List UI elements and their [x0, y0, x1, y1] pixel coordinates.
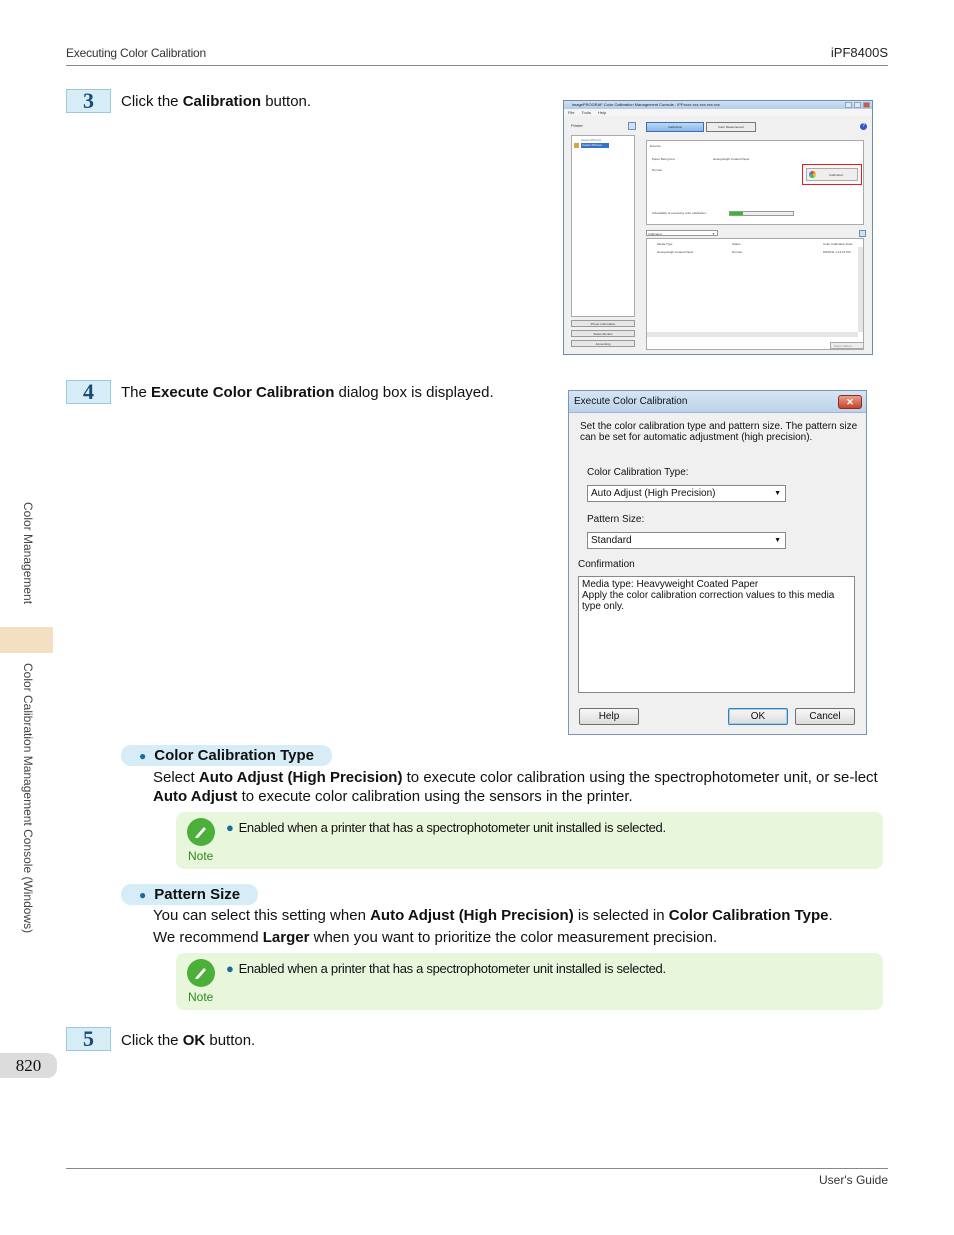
- note-label: Note: [188, 849, 214, 863]
- footer-rule: [66, 1168, 888, 1169]
- printer-icon: [574, 143, 579, 148]
- maximize-icon: [854, 102, 861, 108]
- column-calibration-date[interactable]: Color Calibration Date: [823, 242, 853, 246]
- execute-label: Execute: [650, 144, 661, 148]
- note-text: ● Enabled when a printer that has a spectrophotometer unit installed is selected.: [226, 820, 666, 835]
- bullet-2-paragraph-2: We recommend Larger when you want to prioritize the color measurement precision.: [153, 929, 718, 946]
- dialog-title-bar: [569, 391, 866, 413]
- note-box-1: [176, 812, 883, 869]
- step-3-text: Click the Calibration button.: [121, 93, 312, 110]
- tab-calibration[interactable]: Calibration: [646, 122, 704, 132]
- row-calibration-date[interactable]: 8/3/2011 1:14:15 PM: [823, 250, 851, 254]
- pattern-size-select[interactable]: Standard ▼: [587, 532, 786, 549]
- column-status[interactable]: Status: [732, 242, 741, 246]
- header-rule: [66, 65, 888, 66]
- chevron-down-icon: ▼: [774, 490, 781, 497]
- row-media-type[interactable]: Heavyweight Coated Paper: [657, 250, 694, 254]
- refresh-icon[interactable]: [628, 122, 636, 130]
- note-pencil-icon: [187, 959, 215, 987]
- tree-item-gray[interactable]: Canon iPFxxxx: [581, 138, 602, 142]
- execute-color-calibration-dialog: [568, 390, 867, 735]
- running-footer-right: User's Guide: [819, 1173, 888, 1187]
- status-normal: Normal: [652, 168, 662, 172]
- help-icon[interactable]: ?: [860, 123, 867, 130]
- confirmation-label: Confirmation: [578, 559, 635, 570]
- minimize-icon: [845, 102, 852, 108]
- help-button[interactable]: Help: [579, 708, 639, 725]
- column-media-type[interactable]: Media Type: [657, 242, 673, 246]
- console-title: imagePROGRAF Color Calibration Management Console - iPFxxxx xxx.xxx.xxx.xxx: [572, 102, 720, 107]
- ok-button[interactable]: OK: [728, 708, 788, 725]
- step-number-5: 5: [66, 1027, 111, 1051]
- side-tab-subsection: Color Calibration Management Console (Windows): [21, 663, 35, 934]
- bullet-1-paragraph: Select Auto Adjust (High Precision) to execute color calibration using the spectrophotometer unit, or se-lect Auto Adjust to execute color calibration using the sensors in the printer.: [153, 769, 878, 805]
- bullet-pattern-size: ● Pattern Size: [121, 884, 258, 905]
- calibration-icon: [809, 171, 816, 178]
- printer-tree: [571, 135, 635, 317]
- chevron-down-icon: ▼: [774, 537, 781, 544]
- step-5-text: Click the OK button.: [121, 1032, 256, 1049]
- paper-label: Paper Being Fed: [652, 157, 675, 161]
- calibration-type-select[interactable]: Auto Adjust (High Precision) ▼: [587, 485, 786, 502]
- menu-help[interactable]: Help: [597, 110, 607, 115]
- history-filter-combo[interactable]: Calibrated ▼: [646, 230, 718, 236]
- calibration-history-list: [646, 238, 864, 350]
- calibration-pane: [644, 120, 869, 350]
- calibration-type-label: Color Calibration Type:: [587, 467, 689, 478]
- step-4-text: The Execute Color Calibration dialog box is displayed.: [121, 384, 494, 401]
- refresh-history-icon[interactable]: [859, 230, 866, 237]
- status-monitor-button[interactable]: Status Monitor: [571, 330, 635, 337]
- note-text: ● Enabled when a printer that has a spectrophotometer unit installed is selected.: [226, 961, 666, 976]
- side-tab-section: Color Management: [21, 502, 35, 605]
- vertical-scrollbar[interactable]: [858, 247, 863, 332]
- horizontal-scrollbar[interactable]: [647, 332, 858, 337]
- step-number-3: 3: [66, 89, 111, 113]
- console-menu-bar: [564, 109, 872, 116]
- printer-label: Printer: [571, 123, 583, 128]
- accounting-button[interactable]: Accounting: [571, 340, 635, 347]
- pattern-size-label: Pattern Size:: [587, 514, 645, 525]
- step-number-4: 4: [66, 380, 111, 404]
- paper-status-button[interactable]: Paper Status...: [830, 342, 864, 349]
- running-header-right: iPF8400S: [830, 45, 888, 60]
- bullet-2-paragraph-1: You can select this setting when Auto Adjust (High Precision) is selected in Color Calibration Type.: [153, 907, 833, 924]
- confirmation-text: Media type: Heavyweight Coated Paper Apply the color calibration correction values to this media type only.: [578, 576, 855, 693]
- page-number: 820: [0, 1053, 57, 1078]
- calibration-button[interactable]: Calibration: [806, 168, 858, 181]
- note-label: Note: [188, 990, 214, 1004]
- note-box-2: [176, 953, 883, 1010]
- paper-value: Heavyweight Coated Paper: [713, 157, 750, 161]
- row-status[interactable]: Normal: [732, 250, 742, 254]
- console-screenshot: [563, 100, 873, 355]
- advisability-progress-bar: [729, 211, 794, 216]
- note-pencil-icon: [187, 818, 215, 846]
- menu-tools[interactable]: Tools: [581, 110, 591, 115]
- dialog-intro: Set the color calibration type and pattern size. The pattern size can be set for automatic adjustment (high precision).: [580, 421, 858, 443]
- menu-file[interactable]: File: [568, 110, 575, 115]
- running-header-left: Executing Color Calibration: [66, 46, 207, 60]
- tree-item-selected[interactable]: Canon iPFxxxx: [581, 143, 609, 148]
- tab-color-measurement[interactable]: Color Measurement: [706, 122, 756, 132]
- bullet-color-calibration-type: ● Color Calibration Type: [121, 745, 332, 766]
- advisability-label: Advisability of executing color calibration:: [652, 211, 707, 215]
- cancel-button[interactable]: Cancel: [795, 708, 855, 725]
- side-tab-marker: [0, 627, 53, 653]
- console-title-bar: [564, 101, 872, 109]
- dialog-title: Execute Color Calibration: [574, 396, 688, 407]
- calibration-button-highlight: [802, 164, 862, 185]
- dialog-close-button[interactable]: ✕: [838, 395, 862, 409]
- close-icon: [863, 102, 870, 108]
- chevron-down-icon: ▼: [712, 232, 715, 236]
- printer-pane: [569, 120, 637, 350]
- printer-information-button[interactable]: Printer Information: [571, 320, 635, 327]
